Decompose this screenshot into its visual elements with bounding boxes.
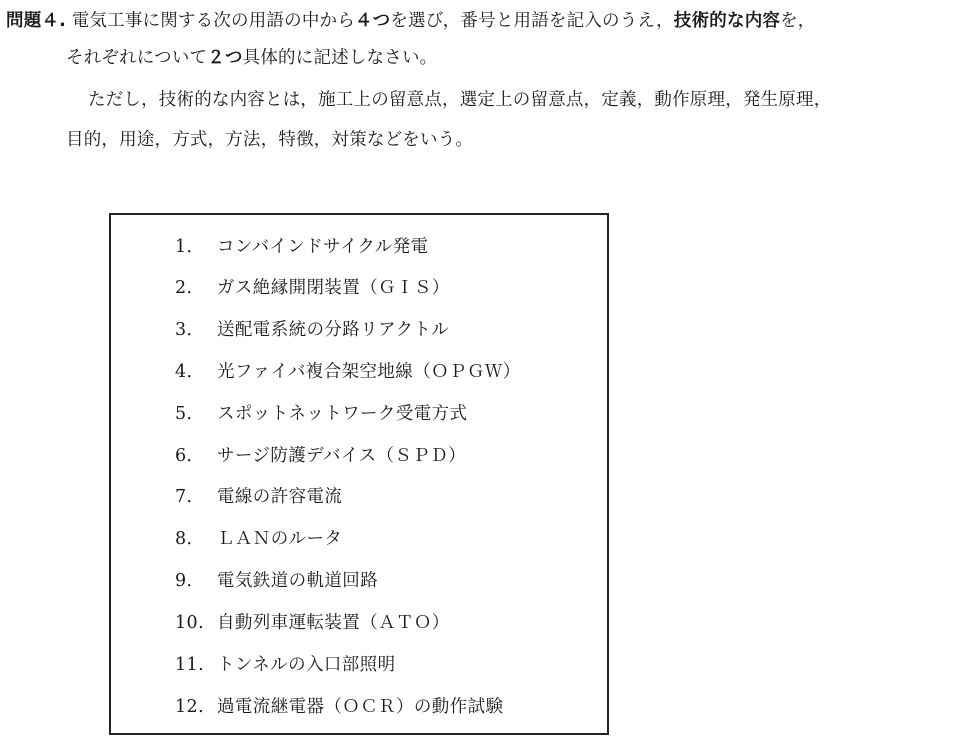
question-emphasis-technical-content: 技術的な内容 bbox=[673, 11, 781, 31]
term-number: 7． bbox=[175, 487, 205, 507]
question-text-2a: それぞれについて bbox=[66, 48, 208, 68]
term-item bbox=[175, 695, 503, 719]
term-text: 電気鉄道の軌道回路 bbox=[217, 571, 379, 591]
question-text-1c: を選び，番号と用語を記入のうえ， bbox=[390, 11, 674, 31]
term-item bbox=[175, 360, 521, 384]
term-item bbox=[175, 318, 449, 342]
term-text: ＬＡＮのルータ bbox=[217, 529, 343, 549]
term-number: 1． bbox=[175, 237, 205, 257]
term-item bbox=[175, 653, 395, 677]
term-list-box bbox=[109, 213, 609, 735]
term-item bbox=[175, 402, 467, 426]
question-text-1a: 電気工事に関する次の用語の中から bbox=[65, 11, 355, 31]
term-text: 過電流継電器（ＯＣＲ）の動作試験 bbox=[217, 697, 504, 717]
term-item bbox=[175, 444, 466, 468]
question-emphasis-two: ２つ bbox=[207, 48, 243, 68]
question-line-2 bbox=[66, 46, 437, 70]
question-note-line-2: 目的，用途，方式，方法，特徴，対策などをいう。 bbox=[66, 130, 474, 150]
term-text: ガス絶縁開閉装置（ＧＩＳ） bbox=[217, 278, 450, 298]
term-text: サージ防護デバイス（ＳＰＤ） bbox=[217, 446, 467, 466]
term-item bbox=[175, 235, 428, 259]
term-item bbox=[175, 485, 342, 509]
question-text-2c: 具体的に記述しなさい。 bbox=[242, 48, 438, 68]
term-number: 2． bbox=[175, 278, 205, 298]
term-text: 自動列車運転装置（ＡＴＯ） bbox=[217, 613, 450, 633]
term-item bbox=[175, 276, 450, 300]
term-number: 8． bbox=[175, 529, 205, 549]
term-number: 9． bbox=[175, 571, 205, 591]
term-text: 送配電系統の分路リアクトル bbox=[217, 320, 450, 340]
term-text: スポットネットワーク受電方式 bbox=[217, 404, 468, 424]
question-text-1e: を， bbox=[780, 11, 816, 31]
term-item bbox=[175, 569, 378, 593]
term-number: 10. bbox=[175, 613, 205, 633]
term-text: 光ファイバ複合架空地線（ＯＰＧＷ） bbox=[217, 362, 521, 382]
question-label: 問題４. bbox=[6, 11, 66, 31]
term-number: 12. bbox=[175, 697, 205, 717]
term-number: 3． bbox=[175, 320, 205, 340]
term-text: 電線の許容電流 bbox=[217, 487, 343, 507]
term-item bbox=[175, 527, 342, 551]
term-text: コンバインドサイクル発電 bbox=[217, 237, 429, 257]
term-item bbox=[175, 611, 450, 635]
term-number: 6． bbox=[175, 446, 205, 466]
term-number: 4． bbox=[175, 362, 205, 382]
term-number: 11. bbox=[175, 655, 205, 675]
term-text: トンネルの入口部照明 bbox=[217, 655, 396, 675]
question-note-line-1: ただし，技術的な内容とは，施工上の留意点，選定上の留意点，定義，動作原理，発生原理， bbox=[88, 90, 832, 110]
question-emphasis-four: ４つ bbox=[354, 11, 391, 31]
term-number: 5． bbox=[175, 404, 205, 424]
question-line-1 bbox=[6, 9, 816, 33]
